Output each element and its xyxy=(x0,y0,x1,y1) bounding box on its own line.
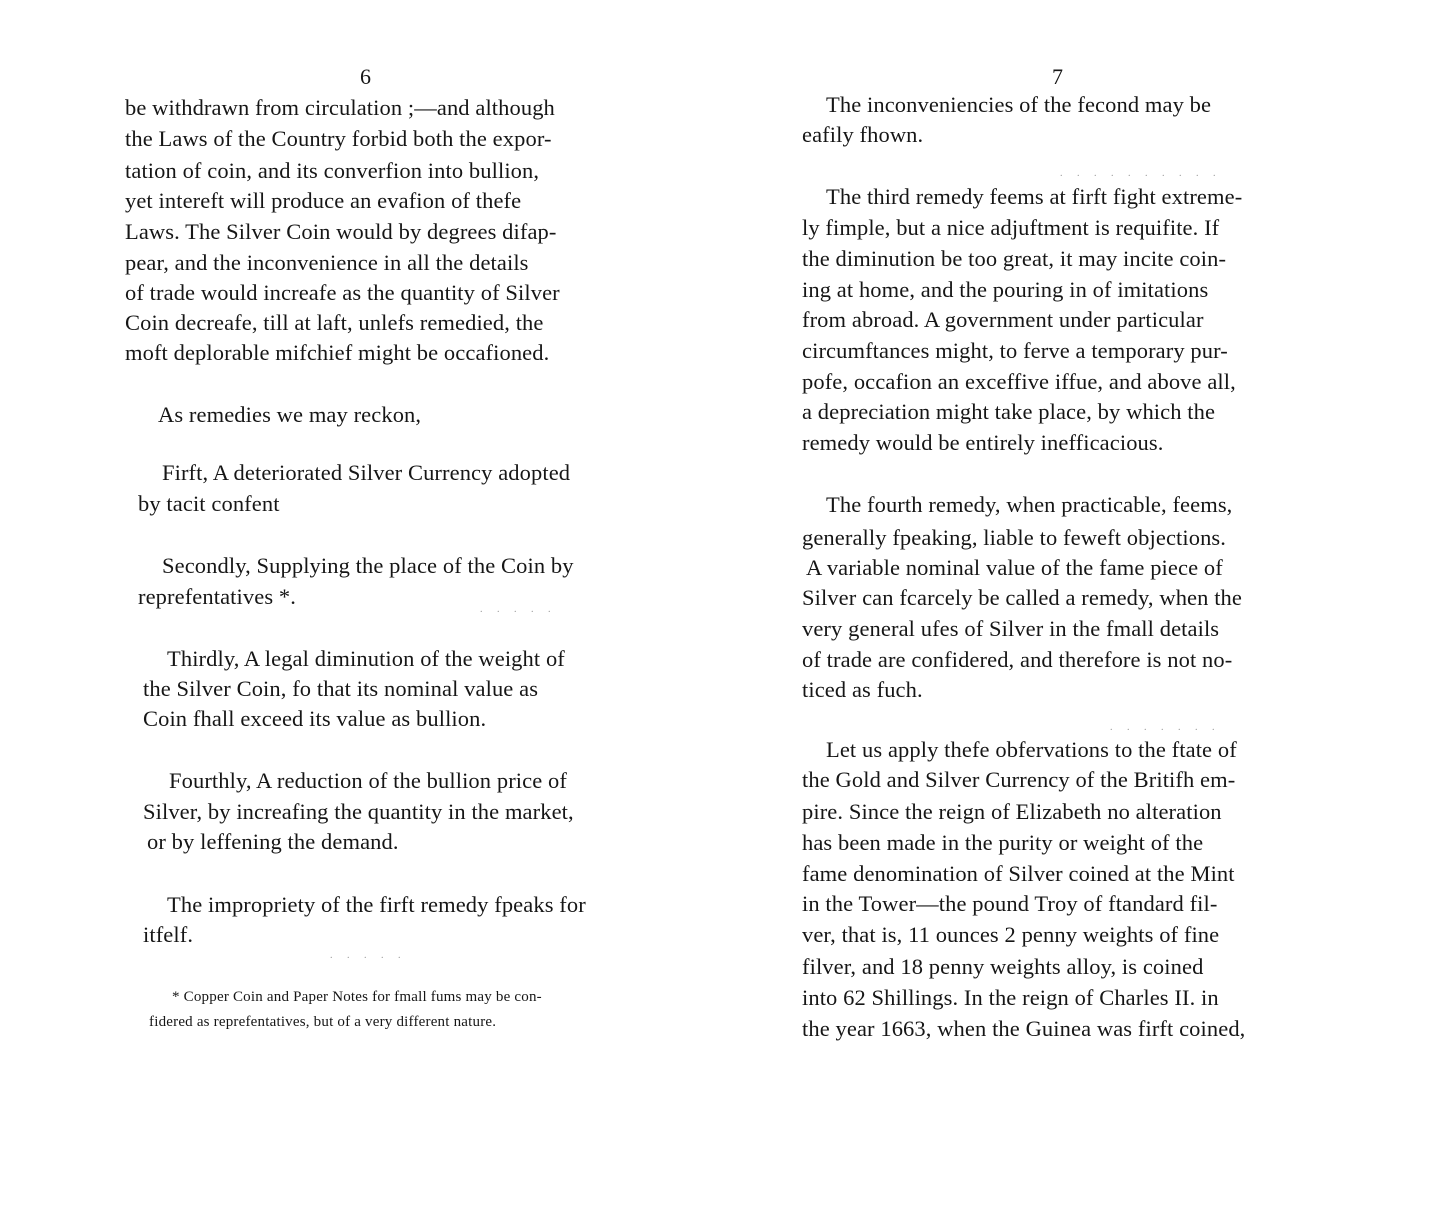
scan-noise: . . . . . . . . . . xyxy=(1060,168,1222,179)
text-line: the diminution be too great, it may incite coin- xyxy=(802,246,1227,271)
text-line: Thirdly, A legal diminution of the weight of xyxy=(167,646,565,671)
text-line: The impropriety of the firft remedy fpeaks for xyxy=(167,892,586,917)
text-line: Silver can fcarcely be called a remedy, when the xyxy=(802,585,1242,610)
text-line: by tacit confent xyxy=(138,491,280,516)
text-line: from abroad. A government under particular xyxy=(802,307,1204,332)
text-line: tation of coin, and its converfion into bullion, xyxy=(125,158,540,183)
text-line: The inconveniencies of the fecond may be xyxy=(826,92,1212,117)
text-line: the Silver Coin, fo that its nominal value as xyxy=(143,676,539,701)
text-line: very general ufes of Silver in the fmall details xyxy=(802,616,1220,641)
text-line: Fourthly, A reduction of the bullion price of xyxy=(169,768,567,793)
text-line: pire. Since the reign of Elizabeth no alteration xyxy=(802,799,1222,824)
text-line: circumftances might, to ferve a temporary pur- xyxy=(802,338,1228,363)
text-line: moft deplorable mifchief might be occafioned. xyxy=(125,340,550,365)
text-line: of trade are confidered, and therefore is not no- xyxy=(802,647,1233,672)
text-line: Let us apply thefe obfervations to the ftate of xyxy=(826,737,1237,762)
text-line: ticed as fuch. xyxy=(802,677,923,702)
text-line: or by leffening the demand. xyxy=(147,829,399,854)
text-line: Silver, by increafing the quantity in the market, xyxy=(143,799,574,824)
scan-noise: . . . . . . . xyxy=(1110,722,1221,733)
text-line: ly fimple, but a nice adjuftment is requifite. If xyxy=(802,215,1220,240)
text-line: into 62 Shillings. In the reign of Charles II. in xyxy=(802,985,1219,1010)
text-line: the Gold and Silver Currency of the Britifh em- xyxy=(802,767,1236,792)
text-line: filver, and 18 penny weights alloy, is coined xyxy=(802,954,1204,979)
text-line: Secondly, Supplying the place of the Coin by xyxy=(162,553,574,578)
text-line: be withdrawn from circulation ;—and although xyxy=(125,95,555,120)
text-line: The third remedy feems at firft fight extreme- xyxy=(826,184,1243,209)
text-line: Laws. The Silver Coin would by degrees difap- xyxy=(125,219,557,244)
text-line: fame denomination of Silver coined at the Mint xyxy=(802,861,1235,886)
text-line: the year 1663, when the Guinea was firft coined, xyxy=(802,1016,1246,1041)
footnote-line: fidered as reprefentatives, but of a very different nature. xyxy=(149,1014,497,1030)
text-line: the Laws of the Country forbid both the expor- xyxy=(125,126,552,151)
text-line: As remedies we may reckon, xyxy=(158,402,422,427)
text-line: remedy would be entirely inefficacious. xyxy=(802,430,1164,455)
text-line: A variable nominal value of the fame piece of xyxy=(806,555,1223,580)
text-line: in the Tower—the pound Troy of ftandard fil- xyxy=(802,891,1218,916)
page-number-right: 7 xyxy=(1052,64,1063,89)
text-line: a depreciation might take place, by which the xyxy=(802,399,1216,424)
text-line: The fourth remedy, when practicable, feems, xyxy=(826,492,1233,517)
text-line: yet intereft will produce an evafion of thefe xyxy=(125,188,522,213)
text-line: has been made in the purity or weight of the xyxy=(802,830,1204,855)
text-line: Coin decreafe, till at laft, unlefs remedied, the xyxy=(125,310,544,335)
text-line: reprefentatives *. xyxy=(138,584,296,609)
text-line: Coin fhall exceed its value as bullion. xyxy=(143,706,487,731)
footnote-line: * Copper Coin and Paper Notes for fmall fums may be con- xyxy=(172,989,542,1005)
scan-noise: . . . . . xyxy=(330,950,407,961)
text-line: itfelf. xyxy=(143,922,194,947)
text-line: Firft, A deteriorated Silver Currency adopted xyxy=(162,460,571,485)
text-line: ver, that is, 11 ounces 2 penny weights of fine xyxy=(802,922,1220,947)
text-line: generally fpeaking, liable to feweft objections. xyxy=(802,525,1227,550)
text-line: pofe, occafion an exceffive iffue, and above all, xyxy=(802,369,1236,394)
text-line: pear, and the inconvenience in all the details xyxy=(125,250,529,275)
text-line: ing at home, and the pouring in of imitations xyxy=(802,277,1209,302)
text-line: of trade would increafe as the quantity of Silver xyxy=(125,280,560,305)
scan-noise: . . . . . xyxy=(480,604,557,615)
text-line: eafily fhown. xyxy=(802,122,924,147)
page-number-left: 6 xyxy=(360,64,371,89)
